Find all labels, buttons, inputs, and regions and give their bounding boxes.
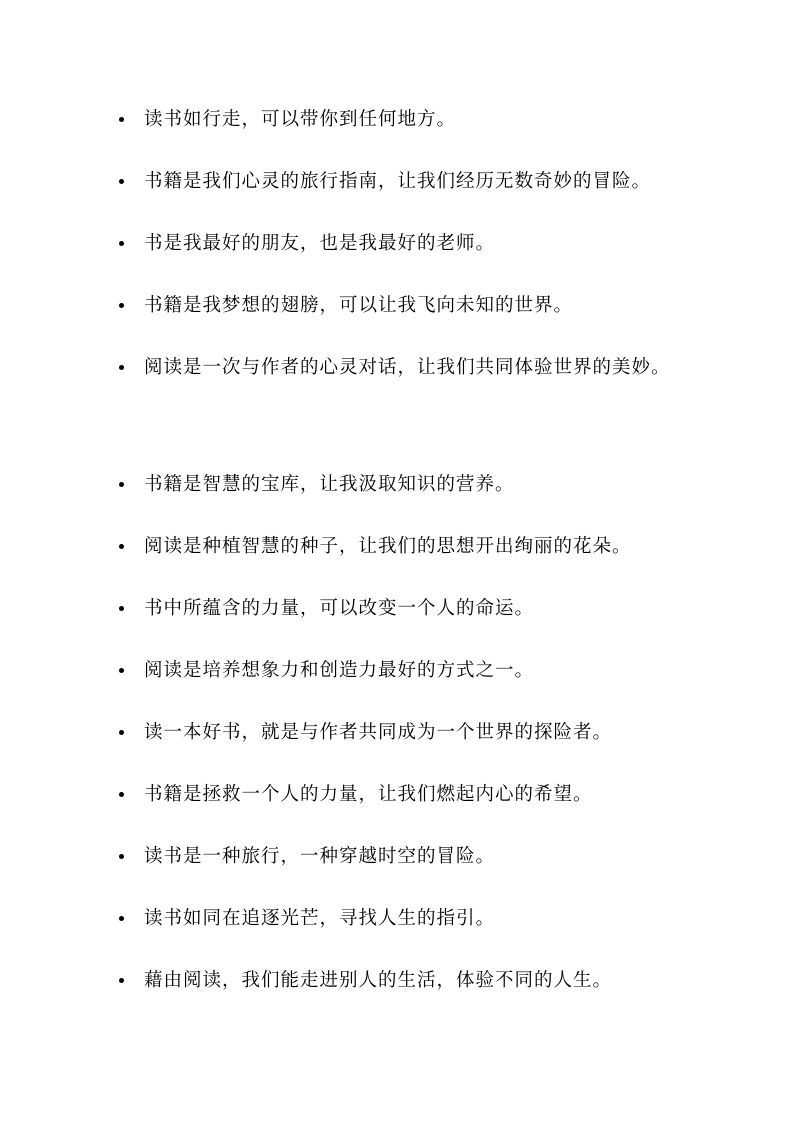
quote-text: 读书是一种旅行，一种穿越时空的冒险。 (144, 846, 496, 867)
bullet-icon (119, 606, 124, 611)
bullet-icon (119, 179, 124, 184)
bullet-icon (119, 730, 124, 735)
list-item (116, 278, 696, 340)
bullet-icon (119, 117, 124, 122)
quote-text: 书中所蕴含的力量，可以改变一个人的命运。 (144, 598, 535, 619)
list-item (116, 519, 696, 581)
bullet-icon (119, 365, 124, 370)
bullet-icon (119, 978, 124, 983)
quote-text: 书籍是我们心灵的旅行指南，让我们经历无数奇妙的冒险。 (144, 171, 652, 192)
list-item (116, 92, 696, 154)
quote-text: 藉由阅读，我们能走进别人的生活，体验不同的人生。 (144, 970, 613, 991)
quote-text: 书籍是拯救一个人的力量，让我们燃起内心的希望。 (144, 784, 593, 805)
quote-text: 书籍是智慧的宝库，让我汲取知识的营养。 (144, 474, 515, 495)
list-item (116, 767, 696, 829)
bullet-icon (119, 241, 124, 246)
bullet-icon (119, 854, 124, 859)
bullet-icon (119, 792, 124, 797)
quote-text: 阅读是种植智慧的种子，让我们的思想开出绚丽的花朵。 (144, 536, 632, 557)
list-item (116, 705, 696, 767)
quote-text: 书是我最好的朋友，也是我最好的老师。 (144, 233, 496, 254)
bullet-icon (119, 916, 124, 921)
list-item (116, 216, 696, 278)
list-item (116, 891, 696, 953)
quote-list (116, 92, 696, 1015)
list-item (116, 953, 696, 1015)
list-item (116, 581, 696, 643)
bullet-icon (119, 668, 124, 673)
quote-text: 读一本好书，就是与作者共同成为一个世界的探险者。 (144, 722, 613, 743)
bullet-icon (119, 303, 124, 308)
quote-text: 读书如同在追逐光芒，寻找人生的指引。 (144, 908, 496, 929)
list-item (116, 643, 696, 705)
quote-text: 阅读是培养想象力和创造力最好的方式之一。 (144, 660, 535, 681)
list-item (116, 340, 696, 457)
quote-text: 书籍是我梦想的翅膀，可以让我飞向未知的世界。 (144, 295, 574, 316)
quote-text: 读书如行走，可以带你到任何地方。 (144, 109, 457, 130)
bullet-icon (119, 482, 124, 487)
list-item (116, 829, 696, 891)
bullet-icon (119, 544, 124, 549)
quote-text: 阅读是一次与作者的心灵对话，让我们共同体验世界的美妙。 (144, 357, 671, 378)
list-item (116, 457, 696, 519)
list-item (116, 154, 696, 216)
